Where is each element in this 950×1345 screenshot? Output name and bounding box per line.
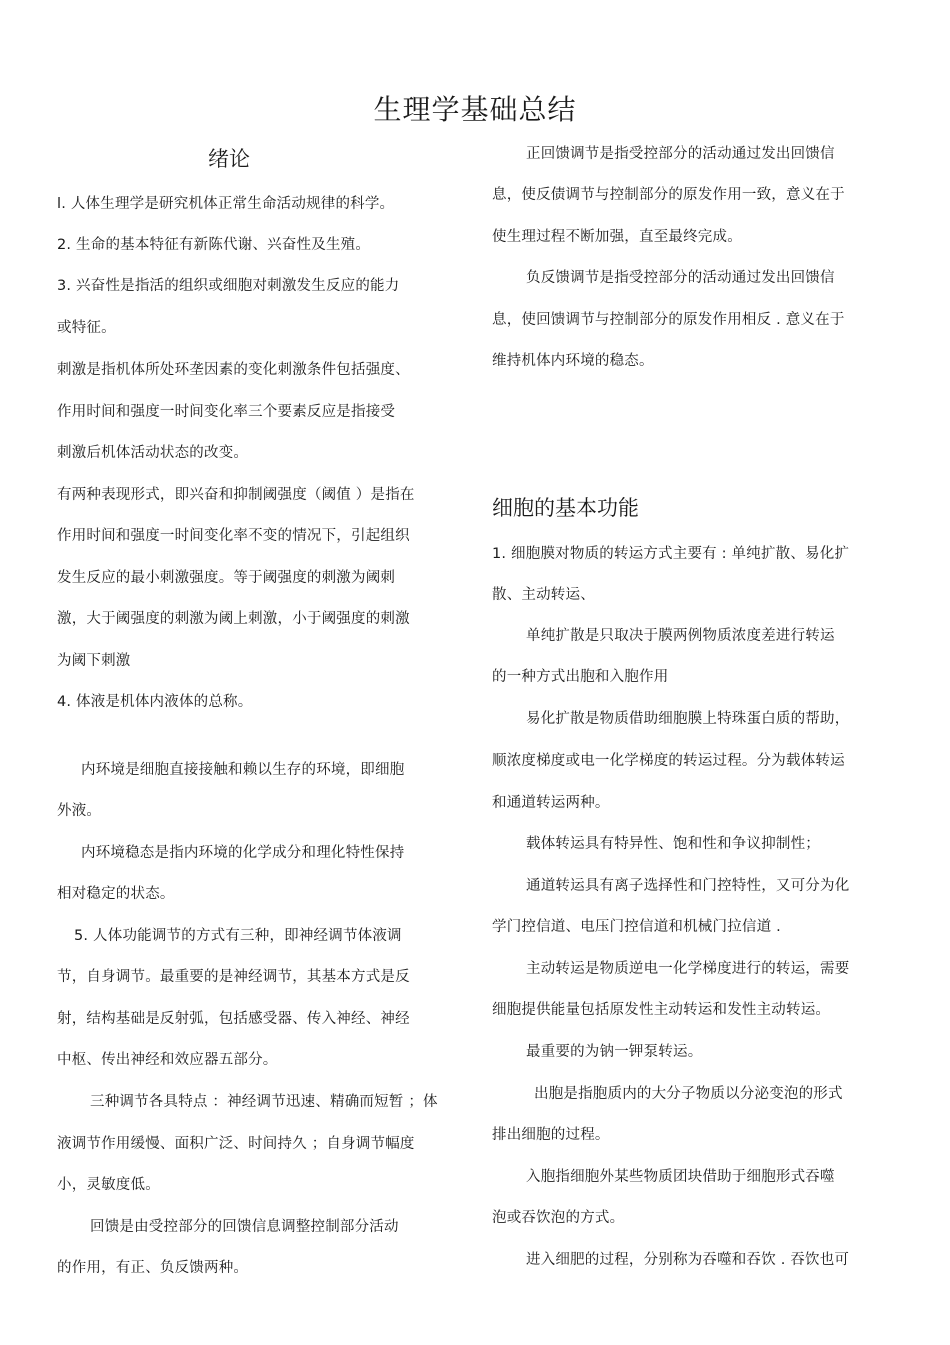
right-line: 正回馈调节是指受控部分的活动通过发出回馈信 [526,146,835,162]
left-line: 中枢、传出神经和效应器五部分。 [57,1052,278,1068]
right-line: 主动转运是物质逆电一化学梯度进行的转运，需要 [526,961,850,977]
right-line: 易化扩散是物质借助细胞膜上特珠蛋白质的帮助， [526,711,850,727]
right-line: 通道转运具有离子选择性和门控特性，又可分为化 [526,878,850,894]
left-line: 或特征。 [57,320,116,336]
left-line: 相对稳定的状态。 [57,886,175,902]
right-line: 负反馈调节是指受控部分的活动通过发出回馈信 [526,270,835,286]
right-line: 使生理过程不断加强，直至最终完成。 [492,229,742,245]
right-line: 最重要的为钠一钾泵转运。 [526,1044,703,1060]
right-line: 1. 细胞膜对物质的转运方式主要有 : 单纯扩散、易化扩 [492,546,850,562]
right-line: 学门控信道、电压门控信道和机械门拉信道 . [492,919,781,935]
left-line: 的作用，有正、负反馈两种。 [57,1260,249,1276]
right-line: 维持机体内环境的稳态。 [492,353,654,369]
right-line: 的一种方式出胞和入胞作用 [492,669,669,685]
left-line: 节，自身调节。最重要的是神经调节，其基本方式是反 [57,969,410,985]
section-heading-cell: 细胞的基本功能 [492,496,639,520]
right-line: 细胞提供能量包括原发性主动转运和发性主动转运。 [492,1002,831,1018]
left-line: 刺激后机体活动状态的改变。 [57,445,249,461]
left-line: 刺激是指机体所处环垄因素的变化刺激条件包括强度、 [57,362,410,378]
right-line: 泡或吞饮泡的方式。 [492,1210,625,1226]
left-line: 液调节作用缓慢、面积广泛、时间持久 ；自身调节幅度 [57,1136,415,1152]
left-line: 5. 人体功能调节的方式有三种，即神经调节体液调 [74,928,402,944]
right-line: 入胞指细胞外某些物质团块借助于细胞形式吞噬 [526,1169,835,1185]
left-line: 发生反应的最小刺激强度。等于阈强度的刺激为阈刺 [57,570,396,586]
right-line: 排出细胞的过程。 [492,1127,610,1143]
right-line: 息，使回馈调节与控制部分的原发作用相反 . 意义在于 [492,312,845,328]
left-line: 3. 兴奋性是指活的组织或细胞对刺激发生反应的能力 [57,278,400,294]
left-line: 内环境是细胞直接接触和赖以生存的环境，即细胞 [81,762,405,778]
left-line: 三种调节各具特点 ：神经调节迅速、精确而短暂 ；体 [90,1094,438,1110]
left-line: 内环境稳态是指内环境的化学成分和理化特性保持 [81,845,405,861]
page-title: 生理学基础总结 [373,93,577,126]
section-heading-intro: 绪论 [208,147,250,171]
right-line: 单纯扩散是只取决于膜两例物质浓度差进行转运 [526,628,835,644]
right-line: 进入细肥的过程，分别称为吞噬和吞饮 . 吞饮也可 [526,1252,850,1268]
left-line: l. 人体生理学是研究机体正常生命活动规律的科学。 [57,196,395,212]
right-line: 载体转运具有特异性、饱和性和争议抑制性； [526,836,820,852]
right-line: 和通道转运两种。 [492,795,610,811]
left-line: 为阈下刺激 [57,653,131,669]
left-line: 射，结构基础是反射弧，包括感受器、传入神经、神经 [57,1011,410,1027]
left-line: 小，灵敏度低。 [57,1177,160,1193]
left-line: 作用时间和强度一时间变化率三个要素反应是指接受 [57,404,396,420]
left-line: 外液。 [57,803,102,819]
right-line: 散、主动转运、 [492,587,595,603]
right-line: 息，使反债调节与控制部分的原发作用一致，意义在于 [492,187,845,203]
left-line: 作用时间和强度一时间变化率不变的情况下，引起组织 [57,528,410,544]
left-line: 4. 体液是机体内液体的总称。 [57,694,253,710]
right-line: 出胞是指胞质内的大分子物质以分泌变泡的形式 [534,1086,843,1102]
left-line: 回馈是由受控部分的回馈信息调整控制部分活动 [90,1219,399,1235]
left-line: 有两种表现形式，即兴奋和抑制阈强度（阈值 ）是指在 [57,487,415,503]
left-line: 激，大于阈强度的刺激为阈上刺激，小于阈强度的刺激 [57,611,410,627]
right-line: 顺浓度梯度或电一化学梯度的转运过程。分为载体转运 [492,753,845,769]
left-line: 2. 生命的基本特征有新陈代谢、兴奋性及生殖。 [57,237,371,253]
